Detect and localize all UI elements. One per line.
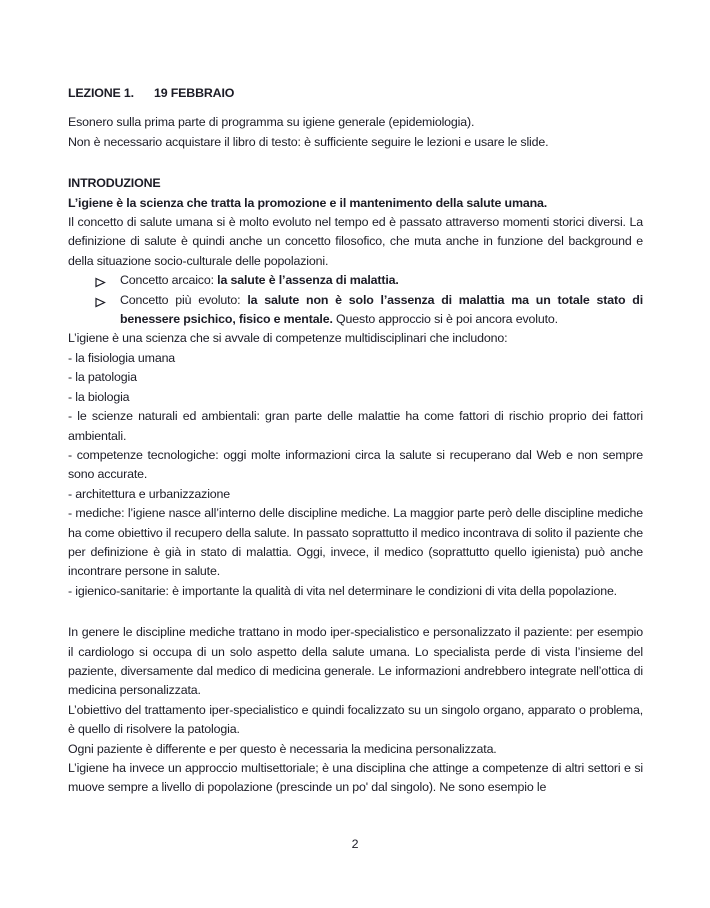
body-paragraph: L’igiene è una scienza che si avvale di competenze multidisciplinari che includono: (68, 331, 508, 346)
note-line: Esonero sulla prima parte di programma su igiene generale (epidemiologia). (68, 115, 475, 130)
lesson-number: LEZIONE 1. (68, 86, 134, 100)
arrow-bullet-icon (95, 295, 106, 306)
list-line: - la fisiologia umana (68, 350, 176, 365)
bullet-item (68, 271, 643, 290)
body-paragraph: Il concetto di salute umana si è molto evoluto nel tempo ed è passato attraverso momenti storici diversi. La definizione di salute è quindi anche un concetto filosofico, che muta anche in funzione del background e della situazione socio-culturale delle popolazioni. (68, 215, 643, 268)
note-line: Non è necessario acquistare il libro di testo: è sufficiente seguire le lezioni e usare le slide. (68, 134, 549, 149)
lead-sentence: L’igiene è la scienza che tratta la promozione e il mantenimento della salute umana. (68, 195, 548, 210)
body-paragraph: L’igiene ha invece un approccio multisettoriale; è una disciplina che attinge a competenze di altri settori e si muove sempre a livello di popolazione (prescinde un po' dal singolo). Ne sono esempio le (68, 761, 643, 795)
page-footer (0, 835, 710, 854)
body-paragraph: Ogni paziente è differente e per questo è necessaria la medicina personalizzata. (68, 741, 497, 756)
bullet-text: Concetto arcaico: (120, 273, 218, 288)
lesson-title (68, 84, 643, 103)
page-number: 2 (351, 836, 359, 851)
list-line: - igienico-sanitarie: è importante la qualità di vita nel determinare le condizioni di vita della popolazione. (68, 583, 617, 598)
list-line: - competenze tecnologiche: oggi molte informazioni circa la salute si recuperano dal Web e non sempre sono accurate. (68, 447, 643, 482)
exam-notes (68, 113, 643, 152)
list-line: - la biologia (68, 389, 130, 404)
bullet-text-bold: la salute non è solo l’assenza di malattia ma un totale stato di benessere psichico, fisico e mentale. (120, 292, 643, 327)
bullet-text-bold: la salute è l’assenza di malattia. (217, 273, 399, 288)
list-line: - architettura e urbanizzazione (68, 486, 231, 501)
bullet-text: Questo approccio si è poi ancora evoluto. (332, 312, 558, 327)
bullet-item (68, 291, 643, 330)
list-line: - le scienze naturali ed ambientali: gran parte delle malattie ha come fattori di rischio proprio dei fattori ambientali. (68, 409, 643, 443)
body-paragraph: In genere le discipline mediche trattano in modo iper-specialistico e personalizzato il paziente: per esempio il cardiologo si occupa di un solo aspetto della salute umana. Lo specialista perde di vista l’insieme del paziente, diversamente dal medico di medicina generale. Le informazioni andrebbero integrate nell’ottica di medicina personalizzata. (68, 625, 643, 698)
bullet-text: Concetto più evoluto: (120, 292, 248, 307)
arrow-bullet-icon (95, 275, 106, 286)
lesson-date: 19 FEBBRAIO (153, 86, 235, 100)
section-heading: INTRODUZIONE (68, 176, 161, 191)
list-line: - la patologia (68, 370, 137, 385)
list-line: - mediche: l’igiene nasce all’interno delle discipline mediche. La maggior parte però delle discipline mediche ha come obiettivo il recupero della salute. In passato soprattutto il medico incontrava di solito il paziente che per definizione è già in stato di malattia. Oggi, invece, il medico (soprattutto quello igienista) può anche incontrare persone in salute. (68, 506, 643, 579)
body-paragraph: L’obiettivo del trattamento iper-specialistico e quindi focalizzato su un singolo organo, apparato o problema, è quello di risolvere la patologia. (68, 702, 643, 737)
